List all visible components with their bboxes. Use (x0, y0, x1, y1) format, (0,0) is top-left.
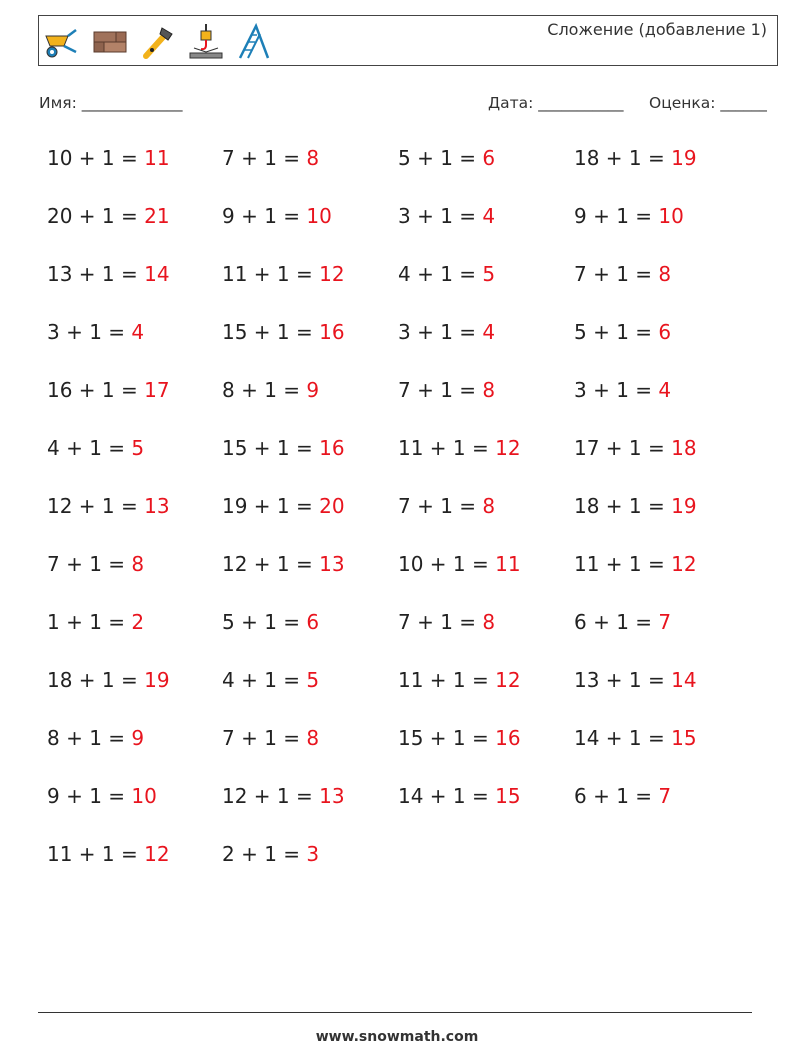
problem-item (398, 552, 521, 576)
problem-item (398, 262, 495, 286)
problem-answer: 8 (306, 726, 320, 750)
problem-question: 19 + 1 = (222, 494, 320, 518)
problem-question: 4 + 1 = (398, 262, 483, 286)
problem-item (47, 494, 170, 518)
problem-question: 3 + 1 = (398, 320, 483, 344)
problem-question: 11 + 1 = (47, 842, 145, 866)
problem-item (398, 146, 495, 170)
problem-answer: 12 (319, 262, 345, 286)
problem-item (222, 378, 319, 402)
problem-question: 15 + 1 = (222, 320, 320, 344)
problem-answer: 19 (144, 668, 170, 692)
problem-answer: 6 (482, 146, 496, 170)
problem-answer: 12 (495, 436, 521, 460)
problem-question: 4 + 1 = (222, 668, 307, 692)
problem-item (47, 610, 144, 634)
problem-item (398, 610, 495, 634)
problem-question: 7 + 1 = (398, 494, 483, 518)
problem-answer: 12 (495, 668, 521, 692)
problem-question: 18 + 1 = (574, 494, 672, 518)
problem-item (47, 204, 170, 228)
problem-item (574, 494, 697, 518)
problem-item (574, 784, 671, 808)
problem-question: 7 + 1 = (398, 610, 483, 634)
problem-answer: 12 (671, 552, 697, 576)
problem-item (574, 320, 671, 344)
worksheet-title: Сложение (добавление 1) (547, 20, 767, 39)
problem-answer: 16 (495, 726, 521, 750)
problem-question: 14 + 1 = (574, 726, 672, 750)
problem-question: 13 + 1 = (47, 262, 145, 286)
problem-answer: 9 (131, 726, 145, 750)
problem-item (222, 204, 332, 228)
problem-question: 7 + 1 = (222, 726, 307, 750)
problem-item (222, 494, 345, 518)
problem-answer: 13 (319, 552, 345, 576)
problem-question: 9 + 1 = (222, 204, 307, 228)
problem-item (222, 262, 345, 286)
problem-question: 1 + 1 = (47, 610, 132, 634)
problem-answer: 5 (482, 262, 496, 286)
problem-question: 15 + 1 = (222, 436, 320, 460)
problem-item (47, 436, 144, 460)
problem-answer: 14 (671, 668, 697, 692)
problem-answer: 6 (306, 610, 320, 634)
problem-question: 3 + 1 = (398, 204, 483, 228)
problem-answer: 7 (658, 610, 672, 634)
problem-answer: 8 (306, 146, 320, 170)
pipe-wrench-icon (138, 22, 178, 62)
problem-item (398, 494, 495, 518)
problem-answer: 5 (306, 668, 320, 692)
problem-item (574, 204, 684, 228)
problem-item (47, 262, 170, 286)
problem-item (398, 784, 521, 808)
problem-answer: 20 (319, 494, 345, 518)
problem-question: 7 + 1 = (398, 378, 483, 402)
problem-answer: 4 (131, 320, 145, 344)
problem-item (574, 610, 671, 634)
problem-item (574, 552, 697, 576)
wheelbarrow-icon (42, 22, 82, 62)
problem-item (574, 668, 697, 692)
worksheet-header (38, 15, 778, 66)
problem-answer: 16 (319, 320, 345, 344)
problem-item (222, 842, 319, 866)
problem-item (574, 378, 671, 402)
problem-item (47, 784, 157, 808)
problem-question: 5 + 1 = (398, 146, 483, 170)
crane-hook-icon (186, 22, 226, 62)
problem-answer: 15 (495, 784, 521, 808)
problem-question: 3 + 1 = (47, 320, 132, 344)
problem-question: 12 + 1 = (47, 494, 145, 518)
problem-answer: 4 (482, 204, 496, 228)
problem-question: 12 + 1 = (222, 784, 320, 808)
problem-question: 14 + 1 = (398, 784, 496, 808)
problem-answer: 8 (131, 552, 145, 576)
problem-question: 15 + 1 = (398, 726, 496, 750)
problem-question: 6 + 1 = (574, 784, 659, 808)
problem-item (574, 262, 671, 286)
problem-answer: 3 (306, 842, 320, 866)
problem-item (222, 146, 319, 170)
problem-item (222, 784, 345, 808)
problem-answer: 4 (658, 378, 672, 402)
problem-question: 11 + 1 = (398, 436, 496, 460)
ladder-icon (234, 22, 274, 62)
problem-item (398, 204, 495, 228)
problem-question: 8 + 1 = (222, 378, 307, 402)
problem-answer: 10 (306, 204, 332, 228)
problem-question: 11 + 1 = (574, 552, 672, 576)
header-icons (42, 22, 274, 62)
problem-question: 5 + 1 = (574, 320, 659, 344)
problem-answer: 11 (144, 146, 170, 170)
bricks-icon (90, 22, 130, 62)
problem-question: 10 + 1 = (398, 552, 496, 576)
problem-answer: 6 (658, 320, 672, 344)
problem-question: 11 + 1 = (222, 262, 320, 286)
problem-question: 17 + 1 = (574, 436, 672, 460)
footer-divider (38, 1012, 752, 1013)
problem-item (398, 436, 521, 460)
problem-answer: 13 (319, 784, 345, 808)
problem-item (398, 378, 495, 402)
grade-field: Оценка: ______ (649, 94, 767, 112)
name-field: Имя: _____________ (39, 94, 183, 112)
problem-item (574, 726, 697, 750)
problem-item (398, 320, 495, 344)
problem-answer: 13 (144, 494, 170, 518)
problem-answer: 8 (482, 610, 496, 634)
problem-question: 9 + 1 = (47, 784, 132, 808)
problem-answer: 16 (319, 436, 345, 460)
problem-question: 20 + 1 = (47, 204, 145, 228)
problem-question: 13 + 1 = (574, 668, 672, 692)
problem-item (222, 552, 345, 576)
problem-question: 3 + 1 = (574, 378, 659, 402)
problem-item (398, 726, 521, 750)
problem-answer: 8 (658, 262, 672, 286)
problem-answer: 8 (482, 378, 496, 402)
problem-question: 7 + 1 = (222, 146, 307, 170)
problem-question: 8 + 1 = (47, 726, 132, 750)
problem-question: 18 + 1 = (47, 668, 145, 692)
problem-item (222, 610, 319, 634)
problem-item (222, 668, 319, 692)
problem-answer: 4 (482, 320, 496, 344)
problem-question: 5 + 1 = (222, 610, 307, 634)
problem-item (47, 726, 144, 750)
problem-answer: 17 (144, 378, 170, 402)
problem-answer: 8 (482, 494, 496, 518)
problem-item (574, 436, 697, 460)
problem-question: 7 + 1 = (574, 262, 659, 286)
problem-item (222, 436, 345, 460)
problem-answer: 9 (306, 378, 320, 402)
problem-answer: 19 (671, 494, 697, 518)
problem-question: 9 + 1 = (574, 204, 659, 228)
problem-answer: 7 (658, 784, 672, 808)
problem-answer: 12 (144, 842, 170, 866)
problem-question: 18 + 1 = (574, 146, 672, 170)
problem-item (47, 146, 170, 170)
problem-item (574, 146, 697, 170)
problem-question: 7 + 1 = (47, 552, 132, 576)
problem-answer: 5 (131, 436, 145, 460)
problem-answer: 10 (131, 784, 157, 808)
problem-question: 16 + 1 = (47, 378, 145, 402)
date-field: Дата: ___________ (488, 94, 624, 112)
problem-item (47, 320, 144, 344)
problem-answer: 21 (144, 204, 170, 228)
problem-item (47, 668, 170, 692)
problem-answer: 2 (131, 610, 145, 634)
problem-item (47, 842, 170, 866)
problem-item (398, 668, 521, 692)
problem-item (222, 320, 345, 344)
problem-answer: 10 (658, 204, 684, 228)
problem-answer: 19 (671, 146, 697, 170)
problem-item (47, 552, 144, 576)
problem-question: 6 + 1 = (574, 610, 659, 634)
problem-answer: 18 (671, 436, 697, 460)
problem-item (47, 378, 170, 402)
problem-question: 10 + 1 = (47, 146, 145, 170)
problem-answer: 11 (495, 552, 521, 576)
footer-site: www.snowmath.com (315, 1029, 479, 1045)
problem-question: 4 + 1 = (47, 436, 132, 460)
problem-question: 2 + 1 = (222, 842, 307, 866)
problem-question: 11 + 1 = (398, 668, 496, 692)
problem-answer: 14 (144, 262, 170, 286)
problem-question: 12 + 1 = (222, 552, 320, 576)
problem-answer: 15 (671, 726, 697, 750)
problem-item (222, 726, 319, 750)
